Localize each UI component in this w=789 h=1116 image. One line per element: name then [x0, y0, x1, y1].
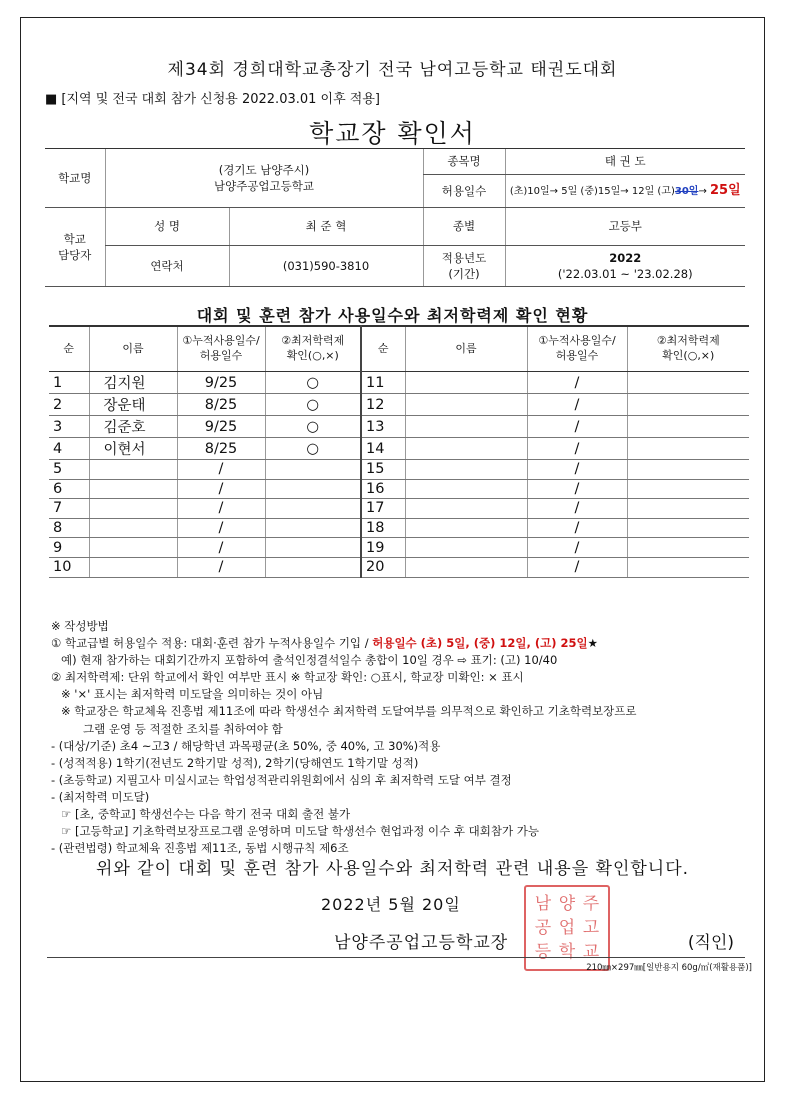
used-days: /	[527, 538, 627, 558]
roster-row	[49, 394, 749, 416]
seal-character: 양	[558, 894, 576, 914]
used-days: /	[527, 557, 627, 577]
school-name-cell	[105, 149, 423, 208]
used-days: 9/25	[177, 416, 265, 438]
notes-line-9: - (초등학교) 지필고사 미실시교는 학업성적관리위원회에서 심의 후 최저학력 도달 여부 결정	[51, 772, 512, 787]
certificate-page	[20, 17, 765, 1082]
athlete-name	[405, 538, 527, 558]
roster-row	[49, 499, 749, 519]
notes-title: ※ 작성방법	[51, 619, 109, 633]
roster-row	[49, 438, 749, 460]
notes-line-11: ☞ [초, 중학교] 학생선수는 다음 학기 전국 대회 출전 불가	[61, 807, 351, 822]
col-check-right: ②최저학력제 확인(○,×)	[627, 326, 749, 372]
days-rule-arrow: →	[698, 185, 711, 197]
roster-row	[49, 479, 749, 499]
row-number: 3	[49, 416, 89, 438]
notes-line-1	[51, 635, 771, 652]
col-days-right: ①누적사용일수/ 허용일수	[527, 326, 627, 372]
roster-row	[49, 518, 749, 538]
used-days: 8/25	[177, 394, 265, 416]
staff-label: 학교 담당자	[45, 208, 105, 287]
athlete-name	[405, 518, 527, 538]
row-number: 2	[49, 394, 89, 416]
min-academic-check	[627, 479, 749, 499]
used-days: 8/25	[177, 438, 265, 460]
notes-line-2: 예) 현재 참가하는 대회기간까지 포함하여 출석인정결석일수 총합이 10일 경우 ⇨ 표기: (고) 10/40	[61, 653, 558, 668]
min-academic-check	[627, 538, 749, 558]
min-academic-check	[265, 479, 361, 499]
confirmation-statement: 위와 같이 대회 및 훈련 참가 사용일수와 최저학력 관련 내용을 확인합니다.	[95, 859, 690, 879]
official-seal-stamp	[524, 885, 610, 971]
roster-row	[49, 538, 749, 558]
notes-line-1-star: ★	[587, 636, 598, 651]
col-days-left: ①누적사용일수/ 허용일수	[177, 326, 265, 372]
row-number: 8	[49, 518, 89, 538]
athlete-name: 김준호	[89, 416, 177, 438]
athlete-name	[89, 479, 177, 499]
paper-spec: 210㎜×297㎜[일반용지 60g/㎡(재활용품)]	[586, 963, 752, 973]
athlete-name	[405, 557, 527, 577]
writing-instructions	[51, 618, 771, 857]
used-days: /	[527, 372, 627, 394]
year-cell	[505, 246, 745, 287]
school-info-table	[45, 148, 745, 287]
row-number: 20	[361, 557, 405, 577]
row-number: 18	[361, 518, 405, 538]
athlete-name	[89, 460, 177, 480]
athlete-name	[89, 557, 177, 577]
year-value: 2022	[609, 250, 642, 265]
notes-line-1-text: ① 학교급별 허용일수 적용: 대회·훈련 참가 누적사용일수 기입 /	[51, 636, 373, 651]
athlete-name: 김지원	[89, 372, 177, 394]
sport-value: 태 권 도	[505, 149, 745, 175]
name-label: 성 명	[105, 208, 229, 246]
form-subheading: ■ [지역 및 전국 대회 참가 신청용 2022.03.01 이후 적용]	[45, 92, 380, 107]
seal-characters	[531, 892, 603, 964]
seal-character: 교	[582, 942, 600, 962]
used-days: /	[527, 460, 627, 480]
used-days: 9/25	[177, 372, 265, 394]
used-days: /	[177, 479, 265, 499]
days-rule-prefix: (초)10일→ 5일 (중)15일→ 12일 (고)	[509, 185, 675, 197]
row-number: 17	[361, 499, 405, 519]
seal-character: 업	[558, 918, 576, 938]
usage-heading: 대회 및 훈련 참가 사용일수와 최저학력제 확인 현황	[196, 306, 589, 325]
used-days: /	[527, 438, 627, 460]
athlete-name	[89, 518, 177, 538]
seal-character: 공	[534, 918, 552, 938]
athlete-name	[405, 394, 527, 416]
days-rule-old: 30일	[674, 185, 699, 197]
notes-line-1-highlight: 허용일수 (초) 5일, (중) 12일, (고) 25일	[372, 636, 588, 651]
row-number: 1	[49, 372, 89, 394]
used-days: /	[527, 394, 627, 416]
athlete-name	[405, 372, 527, 394]
row-number: 14	[361, 438, 405, 460]
year-label: 적용년도 (기간)	[423, 246, 505, 287]
used-days: /	[527, 479, 627, 499]
roster-row	[49, 460, 749, 480]
principal-title: 남양주공업고등학교장	[334, 933, 509, 953]
school-label: 학교명	[45, 149, 105, 208]
contact-label: 연락처	[105, 246, 229, 287]
notes-line-3: ② 최저학력제: 단위 학교에서 확인 여부만 표시 ※ 학교장 확인: ○표시, 학교장 미확인: × 표시	[51, 670, 524, 685]
school-name: 남양주공업고등학교	[214, 179, 314, 193]
athlete-name	[405, 460, 527, 480]
col-name-left: 이름	[89, 326, 177, 372]
notes-line-8: - (성적적용) 1학기(전년도 2학기말 성적), 2학기(당해연도 1학기말 성적)	[51, 755, 419, 770]
col-name-right: 이름	[405, 326, 527, 372]
allowed-days-label: 허용일수	[423, 175, 505, 208]
notes-line-6: 그램 운영 등 적절한 조치를 취하여야 함	[83, 721, 283, 736]
used-days: /	[177, 538, 265, 558]
athlete-roster-table	[49, 325, 749, 578]
level-label: 종별	[423, 208, 505, 246]
year-period: ('22.03.01 ~ '23.02.28)	[557, 267, 693, 281]
used-days: /	[177, 518, 265, 538]
issue-date: 2022년 5월 20일	[321, 895, 461, 914]
bottom-divider	[47, 957, 745, 958]
notes-line-7: - (대상/기준) 초4 ~고3 / 해당학년 과목평균(초 50%, 중 40%, 고 30%)적용	[51, 738, 441, 753]
min-academic-check	[627, 394, 749, 416]
notes-line-5: ※ 학교장은 학교체육 진흥법 제11조에 따라 학생선수 최저학력 도달여부를 의무적으로 확인하고 기초학력보장프로	[61, 704, 637, 719]
seal-label: (직인)	[687, 933, 734, 953]
row-number: 16	[361, 479, 405, 499]
athlete-name	[405, 499, 527, 519]
min-academic-check	[627, 372, 749, 394]
notes-line-12: ☞ [고등학교] 기초학력보장프로그램 운영하며 미도달 학생선수 현업과정 이수 후 대회참가 가능	[61, 824, 539, 839]
used-days: /	[527, 518, 627, 538]
min-academic-check	[627, 499, 749, 519]
notes-line-4: ※ '×' 표시는 최저학력 미도달을 의미하는 것이 아님	[61, 687, 324, 702]
row-number: 4	[49, 438, 89, 460]
used-days: /	[527, 416, 627, 438]
min-academic-check	[265, 499, 361, 519]
roster-row	[49, 416, 749, 438]
seal-character: 등	[534, 942, 552, 962]
min-academic-check	[265, 518, 361, 538]
contact-value: (031)590-3810	[229, 246, 423, 287]
athlete-name: 이현서	[89, 438, 177, 460]
col-no-right: 순	[361, 326, 405, 372]
row-number: 9	[49, 538, 89, 558]
min-academic-check: ○	[265, 438, 361, 460]
days-rule-new: 25일	[710, 182, 741, 198]
notes-line-13: - (관련법령) 학교체육 진흥법 제11조, 동법 시행규칙 제6조	[51, 841, 349, 856]
used-days: /	[177, 499, 265, 519]
min-academic-check: ○	[265, 394, 361, 416]
event-title: 제34회 경희대학교총장기 전국 남여고등학교 태권도대회	[167, 60, 618, 80]
row-number: 13	[361, 416, 405, 438]
min-academic-check	[265, 557, 361, 577]
seal-character: 고	[582, 918, 600, 938]
row-number: 10	[49, 557, 89, 577]
row-number: 12	[361, 394, 405, 416]
row-number: 6	[49, 479, 89, 499]
school-region: (경기도 남양주시)	[218, 162, 310, 177]
seal-character: 학	[558, 942, 576, 962]
col-check-left: ②최저학력제 확인(○,×)	[265, 326, 361, 372]
min-academic-check	[627, 438, 749, 460]
seal-character: 주	[582, 894, 600, 914]
min-academic-check	[627, 416, 749, 438]
row-number: 19	[361, 538, 405, 558]
row-number: 7	[49, 499, 89, 519]
min-academic-check	[627, 518, 749, 538]
min-academic-check	[265, 460, 361, 480]
row-number: 5	[49, 460, 89, 480]
roster-row	[49, 557, 749, 577]
seal-character: 남	[534, 894, 552, 914]
used-days: /	[177, 557, 265, 577]
min-academic-check: ○	[265, 372, 361, 394]
level-value: 고등부	[505, 208, 745, 246]
roster-row	[49, 372, 749, 394]
allowed-days-rule	[505, 175, 745, 208]
athlete-name	[89, 499, 177, 519]
row-number: 11	[361, 372, 405, 394]
used-days: /	[177, 460, 265, 480]
min-academic-check: ○	[265, 416, 361, 438]
name-value: 최 준 혁	[229, 208, 423, 246]
row-number: 15	[361, 460, 405, 480]
athlete-name	[405, 416, 527, 438]
athlete-name	[89, 538, 177, 558]
min-academic-check	[627, 460, 749, 480]
min-academic-check	[627, 557, 749, 577]
notes-line-10: - (최저학력 미도달)	[51, 789, 150, 804]
athlete-name: 장운태	[89, 394, 177, 416]
used-days: /	[527, 499, 627, 519]
athlete-name	[405, 438, 527, 460]
min-academic-check	[265, 538, 361, 558]
sport-label: 종목명	[423, 149, 505, 175]
col-no-left: 순	[49, 326, 89, 372]
document-title: 학교장 확인서	[309, 119, 476, 148]
athlete-name	[405, 479, 527, 499]
